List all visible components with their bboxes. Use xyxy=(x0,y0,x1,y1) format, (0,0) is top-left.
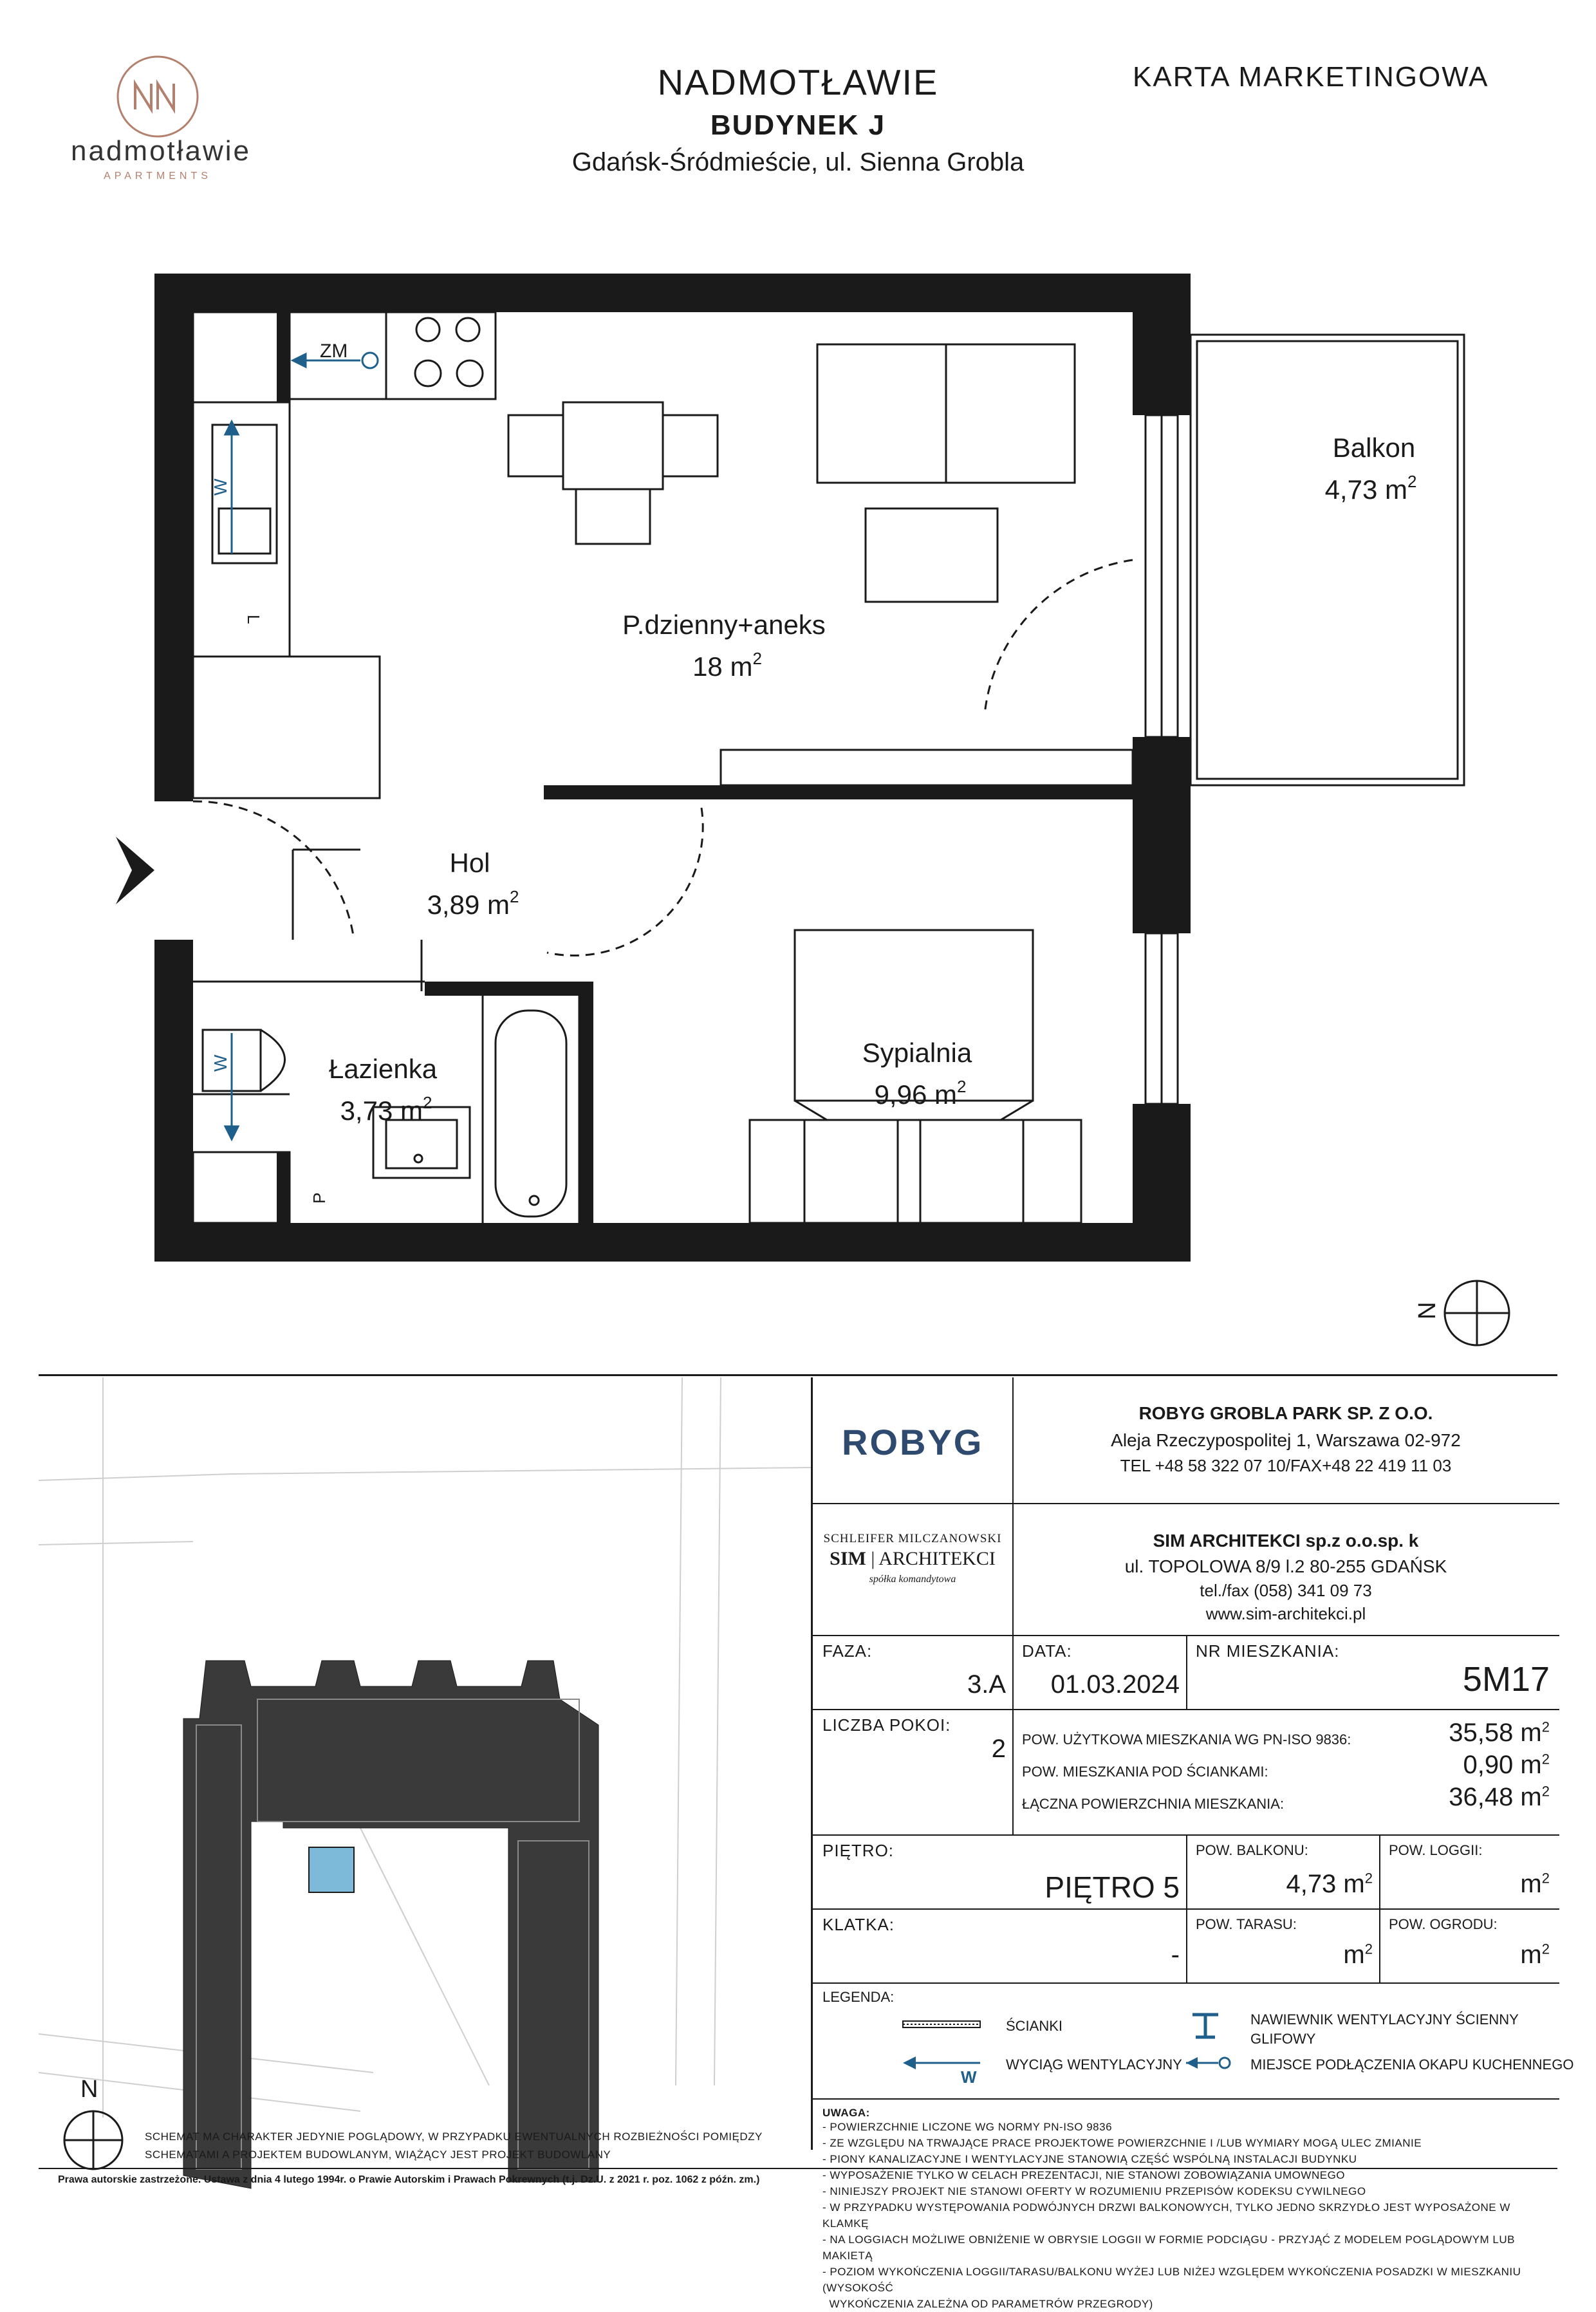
legend-nawiewnik1: NAWIEWNIK WENTYLACYJNY ŚCIENNY xyxy=(1250,2011,1519,2028)
footer-divider xyxy=(39,2168,1557,2169)
note-line: - POZIOM WYKOŃCZENIA LOGGII/TARASU/BALKONU WYŻEJ LUB NIŻEJ WZGLĘDEM WYKOŃCZENIA POSADZKI W MIESZKANIU (WYSOKOŚĆ xyxy=(822,2266,1521,2294)
klatka-label: KLATKA: xyxy=(822,1915,895,1934)
note-line: - ZE WZGLĘDU NA TRWAJĄCE PRACE PROJEKTOWE POWIERZCHNIE I /LUB WYMIARY MOGĄ ULEC ZMIANIE xyxy=(822,2137,1422,2149)
note-line: - POWIERZCHNIE LICZONE WG NORMY PN-ISO 9836 xyxy=(822,2121,1113,2133)
balcony-outline xyxy=(1191,335,1464,785)
address: Gdańsk-Śródmieście, ul. Sienna Grobla xyxy=(571,148,1025,176)
bath-p-label: P xyxy=(310,1192,329,1204)
pokoi-value: 2 xyxy=(991,1735,1006,1763)
legend-w: W xyxy=(961,2067,977,2087)
notes-title: UWAGA: xyxy=(822,2107,870,2119)
site-compass-icon xyxy=(58,2105,129,2176)
site-north-label: N xyxy=(80,2076,98,2103)
laczna-label: ŁĄCZNA POWIERZCHNIA MIESZKANIA: xyxy=(1022,1796,1285,1812)
faza-value: 3.A xyxy=(967,1670,1006,1699)
ventilation-markers xyxy=(225,353,378,1139)
legend-scianki: ŚCIANKI xyxy=(1006,2018,1063,2034)
laczna-value: 36,48 $m^2$ xyxy=(1449,1783,1550,1811)
room-hol-area: 3,89 $m^2$ xyxy=(427,887,519,920)
scianki-value: 0,90 $m^2$ xyxy=(1463,1751,1550,1779)
developer-name: ROBYG GROBLA PARK SP. Z O.O. xyxy=(1138,1403,1433,1423)
architect-web: www.sim-architekci.pl xyxy=(1205,1604,1366,1623)
kitchen xyxy=(193,312,496,657)
legend-title: LEGENDA: xyxy=(822,1989,895,2005)
legend-scianki-icon xyxy=(903,2011,993,2076)
site-plan xyxy=(39,1377,811,2163)
developer-phone: TEL +48 58 322 07 10/FAX+48 22 419 11 03 xyxy=(1120,1456,1452,1475)
room-lazienka-area: 3,73 $m^2$ xyxy=(340,1093,432,1126)
taras-value: $m^2$ xyxy=(1343,1941,1373,1969)
nr-value: 5M17 xyxy=(1462,1660,1550,1699)
room-dzienny-area: 18 $m^2$ xyxy=(692,649,762,682)
project-name: NADMOTŁAWIE xyxy=(657,62,939,102)
room-dzienny-name: P.dzienny+aneks xyxy=(622,610,826,640)
copyright: Prawa autorskie zastrzeżone. Ustawa z dnia 4 lutego 1994r. o Prawie Autorskim i Prawach Pokrewnych (t.j. Dz.U. z 2021 r. poz. 1062 z późn. zm.) xyxy=(58,2174,760,2185)
room-sypialnia-name: Sypialnia xyxy=(862,1038,972,1068)
schemat-line1: SCHEMAT MA CHARAKTER JEDYNIE POGLĄDOWY, W PRZYPADKU EWENTUALNYCH ROZBIEŻNOŚCI POMIĘDZY xyxy=(145,2130,763,2143)
room-sypialnia-area: 9,96 $m^2$ xyxy=(874,1077,967,1110)
taras-label: POW. TARASU: xyxy=(1196,1916,1297,1932)
architect-name: SIM ARCHITEKCI sp.z o.o.sp. k xyxy=(1153,1531,1419,1551)
room-lazienka-name: Łazienka xyxy=(328,1054,438,1084)
note-line: - PIONY KANALIZACYJNE I WENTYLACYJNE STANOWIĄ CZĘŚĆ WSPÓLNĄ INSTALACJI BUDYNKU xyxy=(822,2153,1357,2165)
legend-nawiewnik2: GLIFOWY xyxy=(1250,2031,1316,2047)
balkon-label: POW. BALKONU: xyxy=(1196,1842,1308,1858)
kitchen-l-label: L xyxy=(244,615,263,624)
architect-address: ul. TOPOLOWA 8/9 l.2 80-255 GDAŃSK xyxy=(1124,1556,1447,1576)
furniture-living xyxy=(508,344,1133,714)
loggii-label: POW. LOGGII: xyxy=(1389,1842,1483,1858)
ogrodu-value: $m^2$ xyxy=(1520,1941,1550,1969)
balkon-value: 4,73 $m^2$ xyxy=(1286,1870,1373,1898)
partitions xyxy=(193,402,1133,1094)
architect-phone: tel./fax (058) 341 09 73 xyxy=(1200,1581,1372,1600)
room-hol-name: Hol xyxy=(449,848,490,878)
room-balkon-name: Balkon xyxy=(1332,433,1416,463)
developer-address: Aleja Rzeczypospolitej 1, Warszawa 02-972 xyxy=(1111,1430,1461,1450)
legend-nawiewnik-icon xyxy=(1186,2011,1231,2076)
legend-okap: MIEJSCE PODŁĄCZENIA OKAPU KUCHENNEGO xyxy=(1250,2056,1574,2073)
note-line: - NA LOGGIACH MOŻLIWE OBNIŻENIE W OBRYSIE LOGGII W FORMIE PODCIĄGU - PRZYJĄĆ Z MODELEM POGLĄDOWYM LUB MAKIETĄ xyxy=(822,2233,1515,2262)
data-label: DATA: xyxy=(1022,1641,1072,1661)
note-line: WYKOŃCZENIA ZALEŻNA OD PARAMETRÓW PRZEGRODY) xyxy=(822,2298,1153,2310)
nr-label: NR MIESZKANIA: xyxy=(1196,1641,1340,1661)
uzytkowa-value: 35,58 $m^2$ xyxy=(1449,1719,1550,1747)
note-line: - W PRZYPADKU WYSTĘPOWANIA PODWÓJNYCH DRZWI BALKONOWYCH, TYLKO JEDNO SKRZYDŁO JEST WYPOSAŻONE W KLAMKĘ xyxy=(822,2201,1510,2230)
walls xyxy=(154,274,1191,1262)
klatka-value: - xyxy=(1171,1941,1180,1969)
info-block xyxy=(811,1377,1574,2310)
room-balkon-area: 4,73 $m^2$ xyxy=(1324,472,1417,505)
architect-logo-line1: SCHLEIFER MILCZANOWSKI xyxy=(823,1532,1002,1545)
data-value: 01.03.2024 xyxy=(1050,1670,1180,1699)
bath-w-label: W xyxy=(210,1054,230,1072)
bed xyxy=(750,930,1081,1223)
plan-north-label: N xyxy=(1414,1301,1441,1319)
section-divider xyxy=(39,1374,1557,1376)
uzytkowa-label: POW. UŻYTKOWA MIESZKANIA WG PN-ISO 9836: xyxy=(1022,1731,1351,1748)
schemat-line2: SCHEMATAMI A PROJEKTEM BUDOWLANYM, WIĄŻĄCY JEST PROJEKT BUDOWLANY xyxy=(145,2149,611,2161)
pietro-value: PIĘTRO 5 xyxy=(1044,1870,1180,1904)
loggii-value: $m^2$ xyxy=(1520,1870,1550,1898)
compass-icon xyxy=(1445,1281,1509,1345)
scianki-label: POW. MIESZKANIA POD ŚCIANKAMI: xyxy=(1022,1764,1268,1780)
note-line: - WYPOSAŻENIE TYLKO W CELACH PREZENTACJI, NIE STANOWI ZOBOWIĄZANIA UMOWNEGO xyxy=(822,2169,1346,2181)
logo-subtitle: APARTMENTS xyxy=(104,171,212,182)
pokoi-label: LICZBA POKOI: xyxy=(822,1715,951,1735)
entrance-arrow-icon xyxy=(116,837,154,904)
note-line: - NINIEJSZY PROJEKT NIE STANOWI OFERTY W ROZUMIENIU PRZEPISÓW KODEKSU CYWILNEGO xyxy=(822,2185,1366,2197)
developer-brand: ROBYG xyxy=(842,1422,984,1462)
architect-logo-line3: spółka komandytowa xyxy=(869,1574,956,1585)
building-name: BUDYNEK J xyxy=(710,109,886,141)
notes-list xyxy=(822,2119,1556,2312)
logo-name: nadmotławie xyxy=(71,135,252,167)
kitchen-w-label: W xyxy=(210,478,230,496)
apartment-highlight xyxy=(309,1847,354,1892)
zm-label: ZM xyxy=(320,340,348,362)
doors xyxy=(193,801,703,956)
pietro-label: PIĘTRO: xyxy=(822,1841,895,1860)
legend-wyciag: WYCIĄG WENTYLACYJNY xyxy=(1006,2056,1182,2073)
ogrodu-label: POW. OGRODU: xyxy=(1389,1916,1498,1932)
card-type: KARTA MARKETINGOWA xyxy=(1133,61,1489,93)
architect-logo-sim: SIM | ARCHITEKCI xyxy=(830,1548,996,1569)
faza-label: FAZA: xyxy=(822,1641,873,1661)
